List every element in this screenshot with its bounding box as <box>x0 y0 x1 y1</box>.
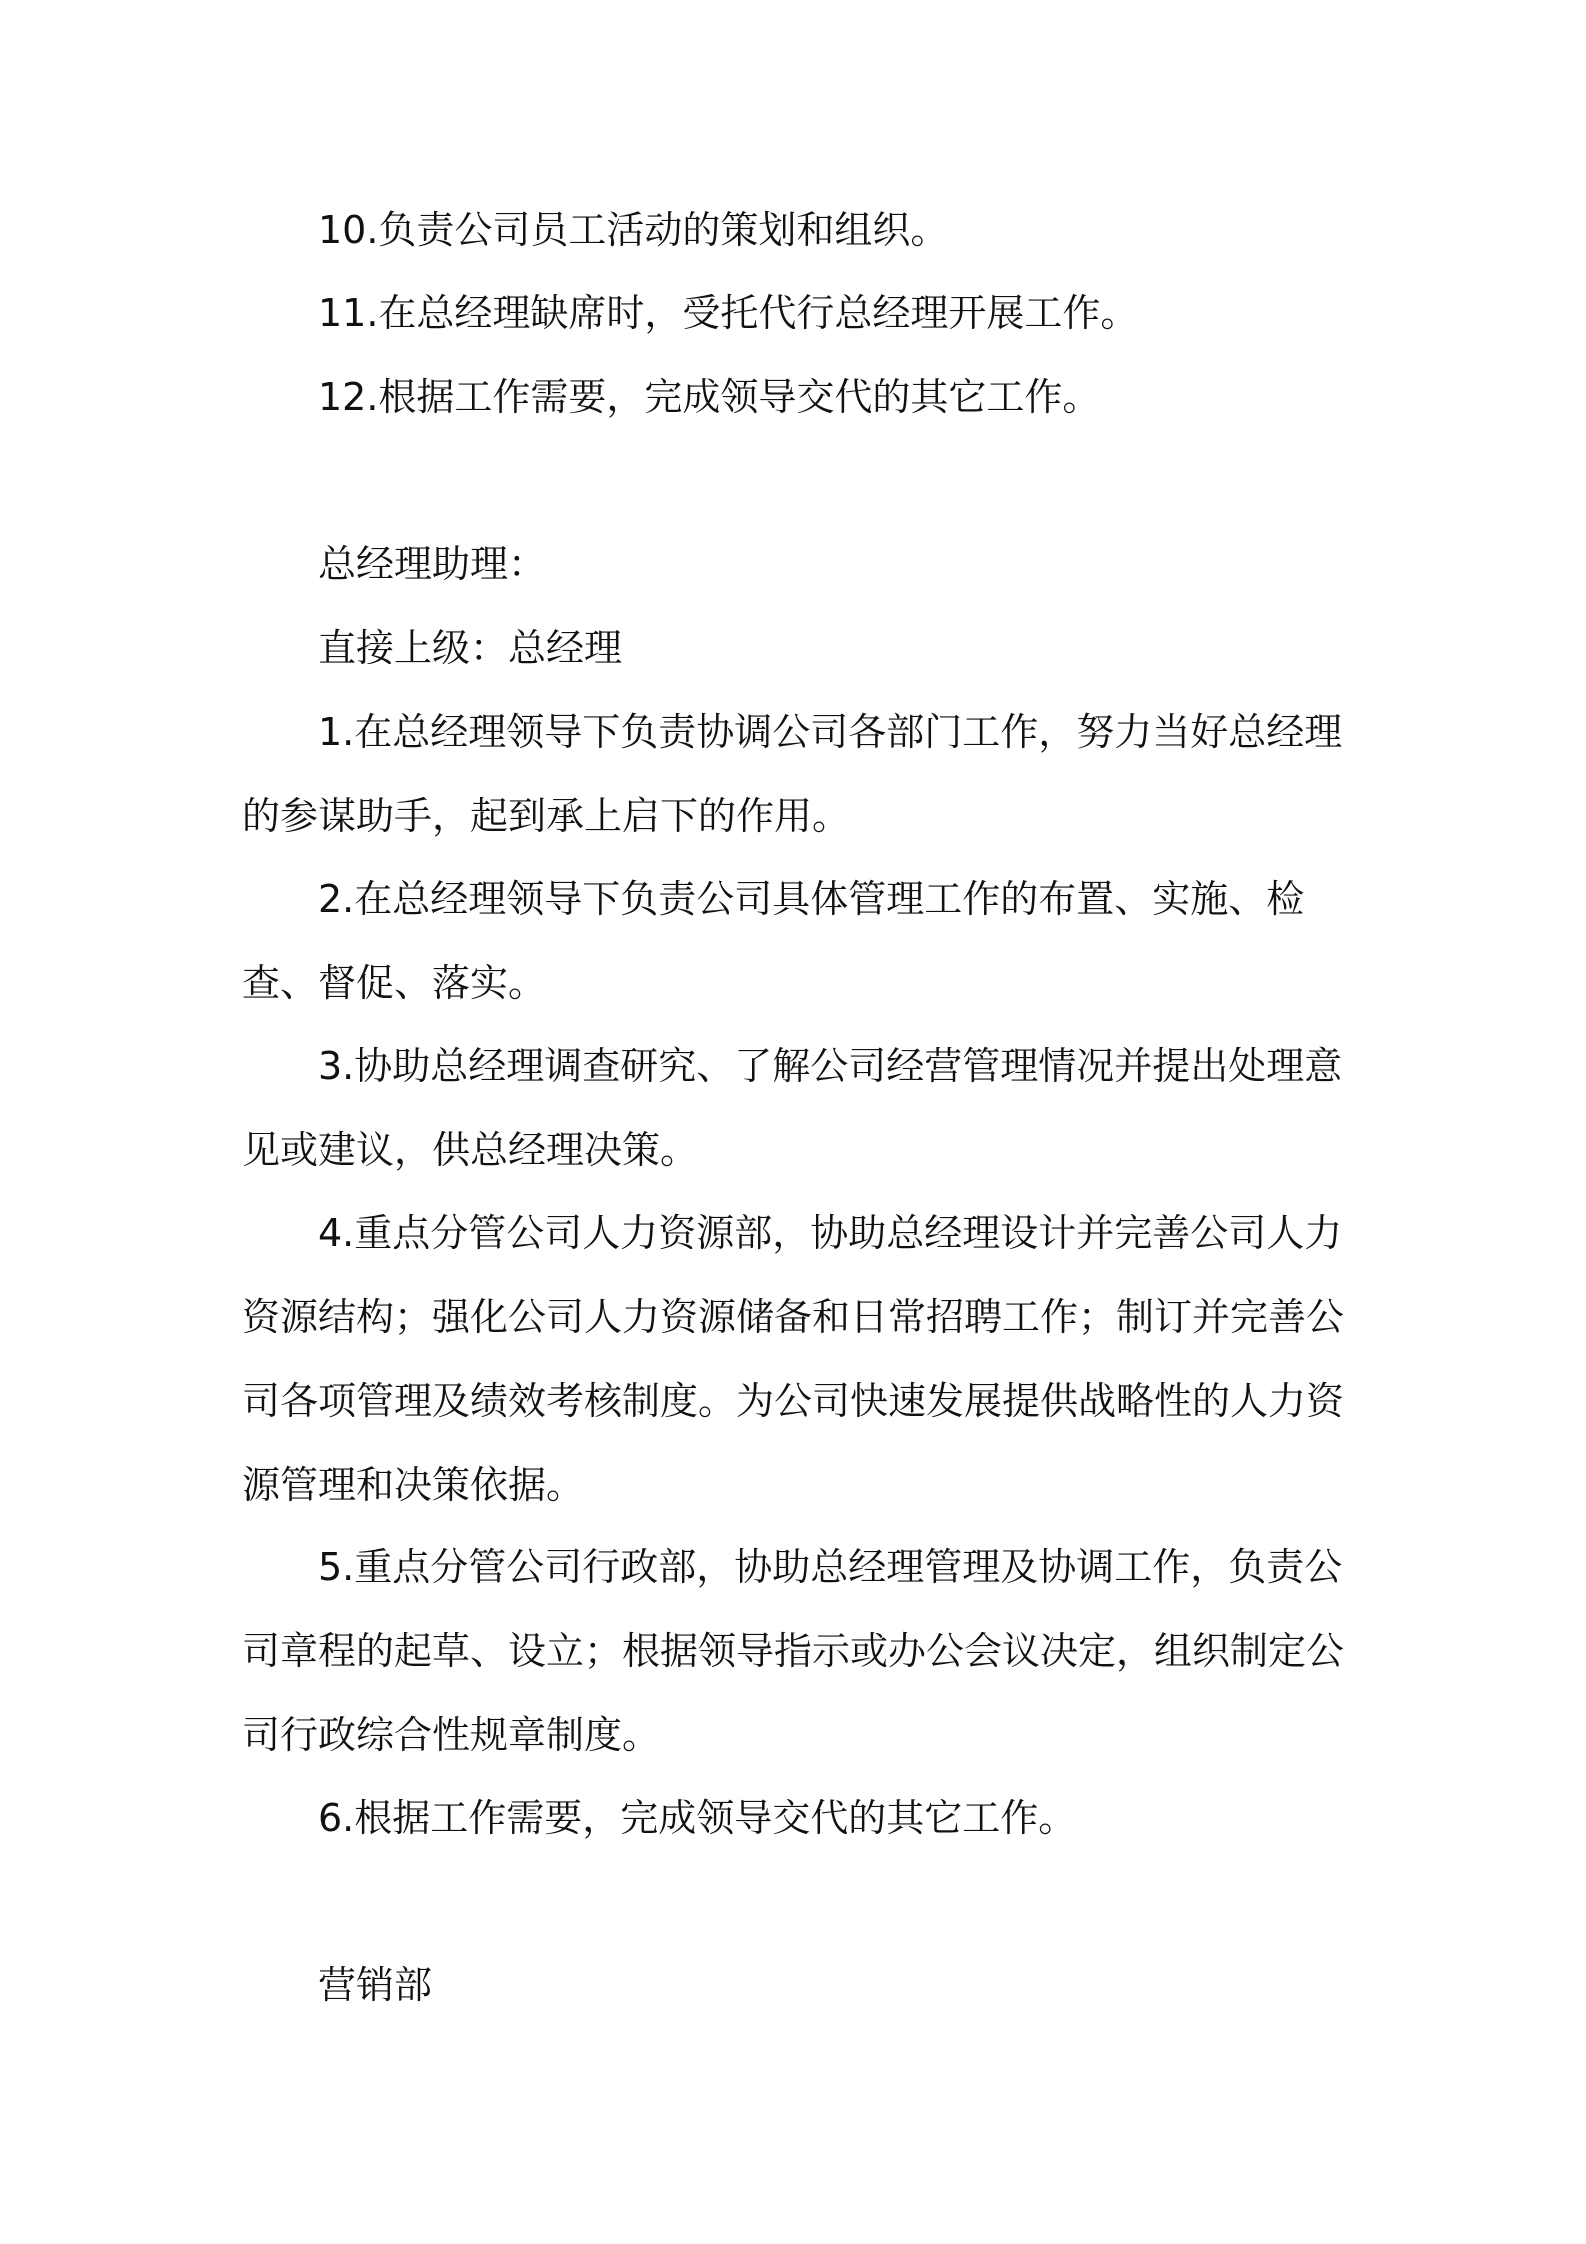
assistant-item-2: 2.在总经理领导下负责公司具体管理工作的布置、实施、检查、督促、落实。 <box>242 877 1305 1005</box>
assistant-item-5: 5.重点分管公司行政部，协助总经理管理及协调工作，负责公司章程的起草、设立；根据领导指示或办公会议决定，组织制定公司行政综合性规章制度。 <box>242 1545 1345 1757</box>
assistant-item-6: 6.根据工作需要，完成领导交代的其它工作。 <box>318 1796 1077 1840</box>
list-item-10: 10.负责公司员工活动的策划和组织。 <box>318 208 949 252</box>
list-item-11: 11.在总经理缺席时，受托代行总经理开展工作。 <box>318 291 1139 335</box>
assistant-item-4: 4.重点分管公司人力资源部，协助总经理设计并完善公司人力资源结构；强化公司人力资源储备和日常招聘工作；制订并完善公司各项管理及绩效考核制度。为公司快速发展提供战略性的人力资源管理和决策依据。 <box>242 1211 1345 1507</box>
section-heading-assistant: 总经理助理： <box>318 542 547 586</box>
list-item-12: 12.根据工作需要，完成领导交代的其它工作。 <box>318 375 1101 419</box>
direct-superior-line: 直接上级：总经理 <box>318 626 623 670</box>
section-heading-marketing: 营销部 <box>318 1963 433 2007</box>
assistant-item-1: 1.在总经理领导下负责协调公司各部门工作，努力当好总经理的参谋助手，起到承上启下的作用。 <box>242 710 1343 838</box>
assistant-item-3: 3.协助总经理调查研究、了解公司经营管理情况并提出处理意见或建议，供总经理决策。 <box>242 1044 1343 1172</box>
